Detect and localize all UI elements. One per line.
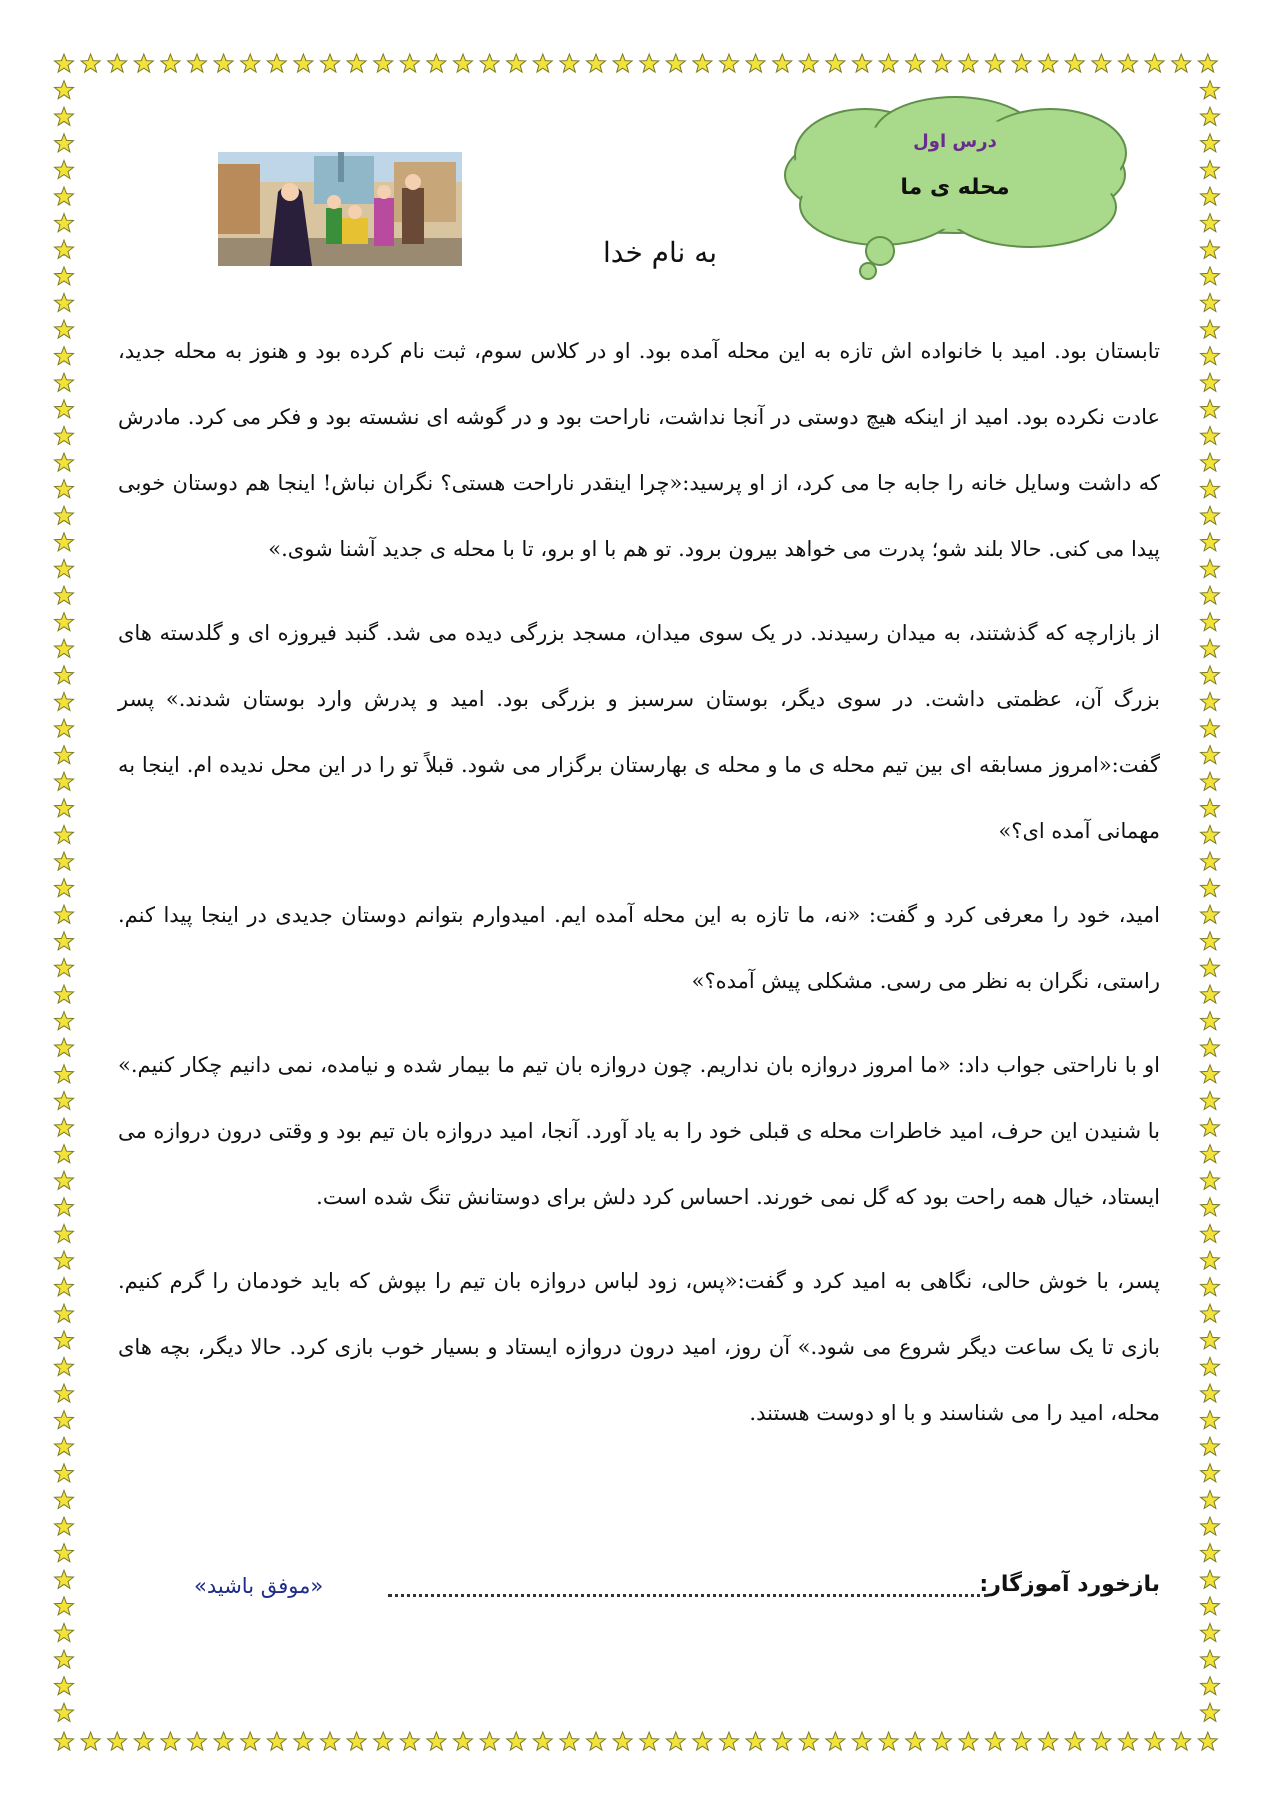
star-icon: [1201, 1145, 1220, 1163]
star-icon: [55, 1623, 74, 1641]
star-icon: [773, 1732, 792, 1750]
star-icon: [720, 1732, 739, 1750]
star-icon: [55, 666, 74, 684]
star-icon: [55, 426, 74, 444]
lesson-title-cloud: [760, 95, 1150, 295]
star-icon: [55, 1732, 74, 1750]
star-icon: [1201, 426, 1220, 444]
star-icon: [214, 1732, 233, 1750]
star-icon: [55, 1304, 74, 1322]
star-icon: [1201, 692, 1220, 710]
star-icon: [1092, 1732, 1111, 1750]
star-icon: [1172, 1732, 1191, 1750]
star-icon: [587, 1732, 606, 1750]
star-icon: [55, 586, 74, 604]
story-text: [118, 318, 1160, 1464]
star-icon: [321, 1732, 340, 1750]
star-icon: [1039, 1732, 1058, 1750]
star-icon: [427, 1732, 446, 1750]
star-icon: [161, 1732, 180, 1750]
bismillah-heading: به نام خدا: [602, 236, 718, 269]
star-icon: [1201, 1650, 1220, 1668]
star-icon: [1201, 453, 1220, 471]
star-icon: [1201, 400, 1220, 418]
star-icon: [55, 613, 74, 631]
star-icon: [55, 1145, 74, 1163]
star-icon: [1201, 958, 1220, 976]
star-icon: [55, 1331, 74, 1349]
star-icon: [1201, 1570, 1220, 1588]
star-icon: [55, 1490, 74, 1508]
star-icon: [560, 1732, 579, 1750]
star-icon: [55, 1038, 74, 1056]
star-icon: [55, 1065, 74, 1083]
star-icon: [55, 746, 74, 764]
star-icon: [55, 373, 74, 391]
star-icon: [1201, 879, 1220, 897]
star-icon: [932, 1732, 951, 1750]
star-icon: [1065, 1732, 1084, 1750]
star-icon: [55, 1012, 74, 1030]
star-icon: [1201, 905, 1220, 923]
star-icon: [1201, 719, 1220, 737]
lesson-number: درس اول: [913, 131, 997, 152]
star-icon: [55, 1411, 74, 1429]
star-icon: [1201, 1544, 1220, 1562]
star-icon: [55, 480, 74, 498]
star-icon: [480, 1732, 499, 1750]
star-icon: [241, 1732, 260, 1750]
star-icon: [294, 1732, 313, 1750]
star-icon: [1201, 506, 1220, 524]
star-icon: [1201, 480, 1220, 498]
star-icon: [55, 1357, 74, 1375]
star-icon: [1201, 1357, 1220, 1375]
star-icon: [1201, 1677, 1220, 1695]
star-icon: [55, 772, 74, 790]
star-icon: [1012, 1732, 1031, 1750]
star-icon: [1201, 320, 1220, 338]
star-icon: [108, 1732, 127, 1750]
star-icon: [1201, 1597, 1220, 1615]
paragraph: پسر، با خوش حالی، نگاهی به امید کرد و گفت:«پس، زود لباس دروازه بان تیم را بپوش که باید خودمان را گرم کنیم. بازی تا یک ساعت دیگر شروع می شود.» آن روز، امید درون دروازه ایستاد و بسیار خوب بازی کرد. حالا دیگر، بچه های محله، امید را می شناسند و با او دوست هستند.: [118, 1269, 1160, 1425]
star-icon: [55, 1677, 74, 1695]
star-icon: [55, 1597, 74, 1615]
star-icon: [55, 1464, 74, 1482]
star-icon: [55, 879, 74, 897]
star-icon: [1201, 1118, 1220, 1136]
star-icon: [55, 932, 74, 950]
star-icon: [1201, 347, 1220, 365]
star-icon: [1201, 1012, 1220, 1030]
star-icon: [400, 1732, 419, 1750]
star-icon: [906, 1732, 925, 1750]
star-icon: [1201, 1411, 1220, 1429]
star-icon: [1201, 1224, 1220, 1242]
star-icon: [1201, 1091, 1220, 1109]
star-icon: [1201, 1437, 1220, 1455]
star-icon: [55, 1437, 74, 1455]
star-icon: [533, 1732, 552, 1750]
star-icon: [799, 1732, 818, 1750]
star-icon: [879, 1732, 898, 1750]
star-icon: [55, 1198, 74, 1216]
paragraph: از بازارچه که گذشتند، به میدان رسیدند. در یک سوی میدان، مسجد بزرگی دیده می شد. گنبد فیروزه ای و گلدسته های بزرگ آن، عظمتی داشت. در سوی دیگر، بوستان سرسبز و بزرگی بود. امید و پدرش وارد بوستان شدند.» پسر گفت:«امروز مسابقه ای بین تیم محله ی ما و محله ی بهارستان برگزار می شود. قبلاً تو را در این محل ندیده ام. اینجا به مهمانی آمده ای؟»: [118, 621, 1160, 843]
star-icon: [1201, 852, 1220, 870]
star-icon: [134, 1732, 153, 1750]
star-icon: [55, 905, 74, 923]
star-icon: [1201, 1278, 1220, 1296]
star-icon: [55, 400, 74, 418]
star-icon: [55, 719, 74, 737]
star-icon: [55, 1251, 74, 1269]
star-icon: [1201, 1198, 1220, 1216]
star-icon: [1201, 985, 1220, 1003]
star-icon: [1201, 1623, 1220, 1641]
good-luck-text: «موفق باشید»: [194, 1574, 324, 1598]
star-icon: [55, 506, 74, 524]
star-icon: [1201, 1038, 1220, 1056]
star-icon: [55, 1224, 74, 1242]
star-icon: [55, 985, 74, 1003]
star-icon: [55, 1703, 74, 1721]
star-icon: [1198, 1732, 1217, 1750]
star-icon: [1201, 1464, 1220, 1482]
star-icon: [666, 1732, 685, 1750]
star-icon: [1201, 1065, 1220, 1083]
star-icon: [55, 852, 74, 870]
star-icon: [1201, 373, 1220, 391]
star-icon: [1201, 559, 1220, 577]
star-icon: [1201, 825, 1220, 843]
star-icon: [55, 453, 74, 471]
star-icon: [986, 1732, 1005, 1750]
star-icon: [454, 1732, 473, 1750]
star-icon: [55, 1091, 74, 1109]
star-icon: [613, 1732, 632, 1750]
teacher-feedback: [118, 1572, 1160, 1612]
star-icon: [1201, 799, 1220, 817]
star-icon: [374, 1732, 393, 1750]
paragraph: او با ناراحتی جواب داد: «ما امروز دروازه بان نداریم. چون دروازه بان تیم ما بیمار شده و نیامده، نمی دانیم چکار کنیم.» با شنیدن این حرف، امید خاطرات محله ی قبلی خود را به یاد آورد. آنجا، امید دروازه بان تیم بود و وقتی درون دروازه می ایستاد، خیال همه راحت بود که گل نمی خورند. احساس کرد دلش برای دوستانش تنگ شده است.: [118, 1053, 1160, 1209]
paragraph: تابستان بود. امید با خانواده اش تازه به این محله آمده بود. او در کلاس سوم، ثبت نام کرده بود و هنوز به محله جدید، عادت نکرده بود. امید از اینکه هیچ دوستی در آنجا نداشت، ناراحت بود و در گوشه ای نشسته بود و فکر می کرد. مادرش که داشت وسایل خانه را جابه جا می کرد، از او پرسید:«چرا اینقدر ناراحت هستی؟ نگران نباش! اینجا هم دوستان خوبی پیدا می کنی. حالا بلند شو؛ پدرت می خواهد بیرون برود. تو هم با او برو، تا با محله ی جدید آشنا شوی.»: [118, 339, 1160, 561]
star-icon: [55, 1384, 74, 1402]
star-icon: [1201, 1703, 1220, 1721]
star-icon: [1201, 1251, 1220, 1269]
star-icon: [347, 1732, 366, 1750]
star-icon: [1145, 1732, 1164, 1750]
star-icon: [507, 1732, 526, 1750]
star-icon: [55, 692, 74, 710]
star-icon: [55, 799, 74, 817]
star-icon: [959, 1732, 978, 1750]
star-icon: [640, 1732, 659, 1750]
star-icon: [55, 1544, 74, 1562]
lesson-title: محله ی ما: [900, 175, 1010, 200]
star-icon: [1201, 772, 1220, 790]
star-icon: [55, 1650, 74, 1668]
feedback-label: بازخورد آموزگار:: [979, 1572, 1160, 1597]
star-icon: [826, 1732, 845, 1750]
star-icon: [55, 1171, 74, 1189]
star-icon: [853, 1732, 872, 1750]
star-icon: [55, 958, 74, 976]
star-icon: [55, 1570, 74, 1588]
paragraph: امید، خود را معرفی کرد و گفت: «نه، ما تازه به این محله آمده ایم. امیدوارم بتوانم دوستان جدیدی در اینجا پیدا کنم. راستی، نگران به نظر می رسی. مشکلی پیش آمده؟»: [118, 903, 1160, 993]
star-icon: [55, 825, 74, 843]
star-icon: [1201, 1331, 1220, 1349]
star-icon: [1201, 1384, 1220, 1402]
star-icon: [1201, 1490, 1220, 1508]
star-icon: [55, 320, 74, 338]
star-icon: [1201, 932, 1220, 950]
neighborhood-illustration: [218, 152, 462, 266]
star-icon: [693, 1732, 712, 1750]
star-icon: [746, 1732, 765, 1750]
star-icon: [188, 1732, 207, 1750]
star-icon: [1119, 1732, 1138, 1750]
star-icon: [1201, 746, 1220, 764]
star-icon: [1201, 1517, 1220, 1535]
star-icon: [1201, 533, 1220, 551]
star-icon: [1201, 1171, 1220, 1189]
star-icon: [1201, 666, 1220, 684]
feedback-dotted-line: [388, 1580, 988, 1597]
star-icon: [55, 533, 74, 551]
star-icon: [55, 639, 74, 657]
star-icon: [1201, 586, 1220, 604]
star-icon: [55, 1517, 74, 1535]
star-icon: [55, 347, 74, 365]
star-icon: [267, 1732, 286, 1750]
star-icon: [55, 1118, 74, 1136]
star-icon: [1201, 1304, 1220, 1322]
star-icon: [81, 1732, 100, 1750]
star-icon: [55, 1278, 74, 1296]
star-icon: [1201, 613, 1220, 631]
star-icon: [1201, 639, 1220, 657]
star-icon: [55, 559, 74, 577]
lesson-header: [0, 0, 1272, 300]
